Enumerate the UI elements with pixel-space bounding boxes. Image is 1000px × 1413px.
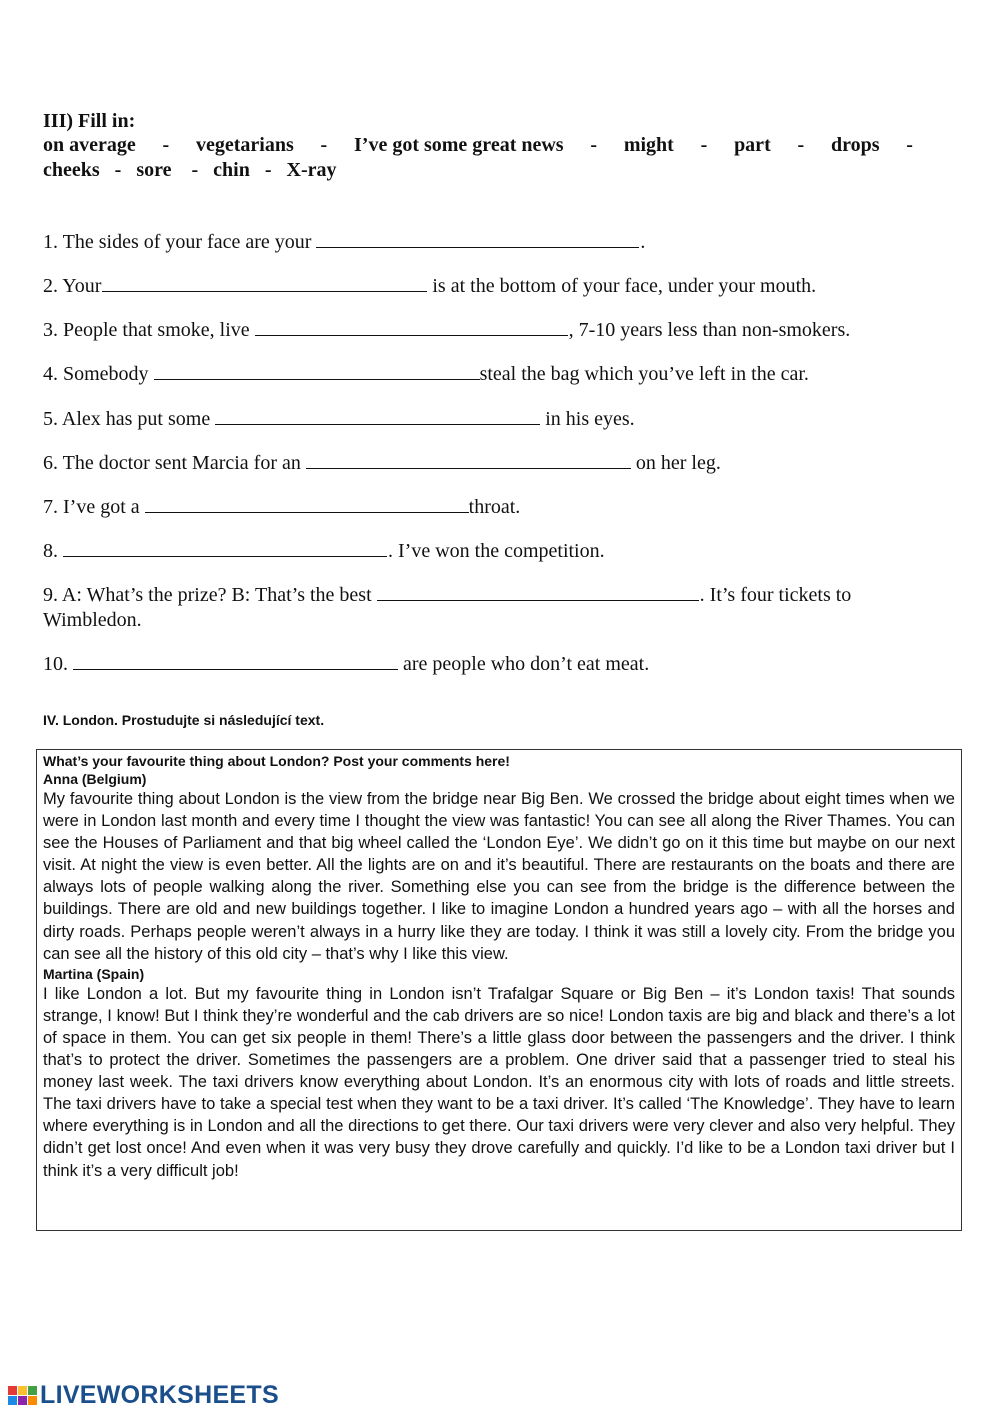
- comment-author: Anna (Belgium): [43, 771, 147, 787]
- question-text: . It’s four tickets to Wimbledon.: [43, 584, 852, 631]
- question-10: [43, 651, 923, 677]
- question-text: . I’ve won the competition.: [388, 540, 605, 562]
- wordbank-item: vegetarians: [196, 134, 294, 156]
- question-9: [43, 582, 913, 633]
- question-text: 8.: [43, 540, 58, 562]
- wordbank-separator: -: [162, 134, 170, 156]
- section4-title: IV. London. Prostudujte si následující text.: [43, 712, 325, 728]
- answer-blank[interactable]: [145, 494, 469, 513]
- wordbank-separator: -: [320, 134, 328, 156]
- wordbank-item: part: [734, 134, 771, 156]
- question-5: [43, 406, 923, 432]
- section3-title: III) Fill in:: [43, 110, 136, 132]
- answer-blank[interactable]: [377, 582, 699, 601]
- question-text: , 7-10 years less than non-smokers.: [568, 319, 851, 341]
- wordbank-separator: -: [700, 134, 708, 156]
- question-text: steal the bag which you’ve left in the car.: [479, 363, 809, 385]
- wordbank-separator: -: [590, 134, 598, 156]
- answer-blank[interactable]: [73, 651, 398, 670]
- answer-blank[interactable]: [255, 317, 568, 336]
- wordbank-separator: -: [797, 134, 805, 156]
- wordbank-item: on average: [43, 134, 136, 156]
- question-text: is at the bottom of your face, under your mouth.: [432, 275, 817, 297]
- answer-blank[interactable]: [63, 538, 387, 557]
- liveworksheets-logo-icon: [8, 1382, 38, 1410]
- question-text: .: [640, 231, 646, 253]
- question-7: [43, 494, 923, 520]
- wordbank-item: drops: [830, 134, 880, 156]
- question-6: [43, 450, 923, 476]
- question-text: in his eyes.: [545, 408, 635, 430]
- question-text: 4. Somebody: [43, 363, 149, 385]
- question-text: 6. The doctor sent Marcia for an: [43, 452, 301, 474]
- comment-text: I like London a lot. But my favourite thing in London isn’t Trafalgar Square or Big Ben – it’s London taxis! That sounds strange, I know! But I think they’re wonderful and the cab drivers are so nice! London taxis are big and black and there’s a lot of space in them. You can get six people in them! There’s a little glass door between the passengers and the driver. I think that’s to protect the driver. Sometimes the passengers are a problem. One driver said that a passenger tried to steal his money last week. The taxi drivers know everything about London. It’s an enormous city with lots of roads and little streets. The taxi drivers have to take a special test when they want to be a taxi driver. It’s called ‘The Knowledge’. They have to learn where everything is in London and all the directions to get there. Our taxi drivers were very clever and also very helpful. They didn’t get lost once! And even when it was very busy they drove carefully and quickly. I’d like to be a London taxi driver but I think it’s a very difficult job!: [43, 984, 955, 1180]
- wordbank-separator: -: [906, 134, 913, 156]
- question-2: [43, 273, 923, 299]
- question-text: 1. The sides of your face are your: [43, 231, 312, 253]
- answer-blank[interactable]: [215, 406, 540, 425]
- question-text: on her leg.: [635, 452, 721, 474]
- question-text: 5. Alex has put some: [43, 408, 211, 430]
- box-heading: What’s your favourite thing about London? Post your comments here!: [43, 753, 510, 769]
- answer-blank[interactable]: [306, 450, 631, 469]
- comment-author: Martina (Spain): [43, 965, 145, 982]
- logo-text: LIVEWORKSHEETS: [40, 1381, 279, 1409]
- wordbank-line-1: [43, 134, 913, 157]
- question-text: are people who don’t eat meat.: [403, 653, 650, 675]
- question-text: throat.: [468, 496, 521, 518]
- question-1: [43, 229, 923, 255]
- wordbank-item: I’ve got some great news: [354, 134, 564, 156]
- answer-blank[interactable]: [102, 273, 427, 292]
- answer-blank[interactable]: [316, 229, 639, 248]
- comment-text: My favourite thing about London is the view from the bridge near Big Ben. We crossed the bridge about eight times when we were in London last month and every time I thought the view was fantastic! You can see all along the River Thames. You can see the Houses of Parliament and that big wheel called the ‘London Eye’. We didn’t go on it this time but maybe on our next visit. At night the view is even better. All the lights are on and it’s beautiful. There are restaurants on the boats and there are always lots of people walking along the river. Something else you can see from the bridge is the difference between the buildings. There are old and new buildings together. I like to imagine London a hundred years ago – with all the horses and dirty roads. Perhaps people weren’t always in a hurry like they are today. I think it was still a lovely city. From the bridge you can see all the history of this old city – that’s why I like this view.: [43, 790, 955, 963]
- question-3: [43, 317, 923, 343]
- question-text: 2. Your: [43, 275, 102, 297]
- question-text: 9. A: What’s the prize? B: That’s the best: [43, 584, 372, 606]
- answer-blank[interactable]: [154, 361, 480, 380]
- wordbank-item: might: [623, 134, 674, 156]
- question-text: 3. People that smoke, live: [43, 319, 250, 341]
- wordbank-line-2: cheeks - sore - chin - X-ray: [43, 159, 337, 181]
- question-4: [43, 361, 923, 387]
- question-8: [43, 538, 923, 564]
- question-text: 10.: [43, 653, 68, 675]
- question-text: 7. I’ve got a: [43, 496, 140, 518]
- footer-logo[interactable]: [8, 1381, 279, 1410]
- comment-box: [36, 749, 962, 1231]
